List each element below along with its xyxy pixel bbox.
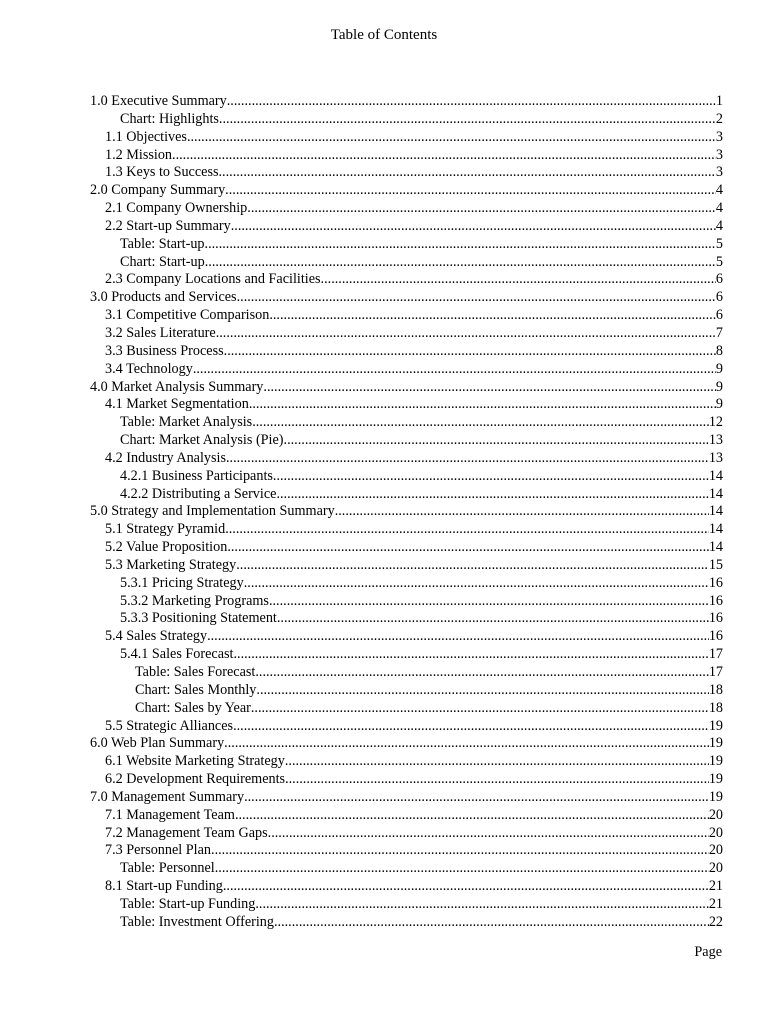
- toc-entry[interactable]: [90, 450, 723, 468]
- page-title: Table of Contents: [330, 27, 438, 43]
- toc-entry-label: Chart: Sales Monthly: [135, 681, 257, 698]
- toc-entry-page-number: 3: [715, 164, 723, 181]
- dot-leader: [335, 503, 709, 521]
- toc-entry[interactable]: [90, 254, 723, 272]
- dot-leader: [219, 164, 716, 182]
- toc-entry-page-number: 21: [708, 895, 723, 912]
- toc-entry-label: 1.3 Keys to Success: [105, 164, 219, 181]
- toc-entry[interactable]: [90, 664, 723, 682]
- dot-leader: [193, 361, 716, 379]
- toc-entry-label: 6.0 Web Plan Summary: [90, 735, 225, 752]
- toc-entry[interactable]: [90, 200, 723, 218]
- toc-entry-page-number: 22: [708, 913, 723, 930]
- dot-leader: [205, 236, 716, 254]
- toc-entry-page-number: 16: [708, 610, 723, 627]
- dot-leader: [227, 539, 709, 557]
- toc-entry-label: Table: Start-up: [120, 235, 205, 252]
- toc-entry-label: Table: Personnel: [120, 860, 215, 877]
- toc-entry[interactable]: [90, 396, 723, 414]
- toc-entry-label: 2.3 Company Locations and Facilities: [105, 271, 321, 288]
- toc-entry-page-number: 4: [715, 182, 723, 199]
- toc-entry-page-number: 14: [708, 521, 723, 538]
- toc-entry-page-number: 20: [708, 806, 723, 823]
- toc-entry-page-number: 6: [715, 271, 723, 288]
- dot-leader: [225, 521, 709, 539]
- toc-entry-label: 5.0 Strategy and Implementation Summary: [90, 503, 335, 520]
- toc-entry-label: 1.1 Objectives: [105, 128, 187, 145]
- toc-entry-label: 5.2 Value Proposition: [105, 539, 228, 556]
- toc-entry[interactable]: [90, 557, 723, 575]
- toc-entry[interactable]: [90, 789, 723, 807]
- toc-entry-page-number: 17: [708, 646, 723, 663]
- dot-leader: [274, 914, 709, 932]
- toc-entry-label: 6.1 Website Marketing Strategy: [105, 753, 285, 770]
- dot-leader: [225, 182, 716, 200]
- toc-entry-page-number: 19: [708, 788, 723, 805]
- dot-leader: [219, 111, 716, 129]
- toc-entry[interactable]: [90, 860, 723, 878]
- toc-entry-label: 3.1 Competitive Comparison: [105, 307, 270, 324]
- page-footer: Page: [694, 944, 722, 960]
- dot-leader: [231, 218, 716, 236]
- dot-leader: [227, 93, 716, 111]
- dot-leader: [244, 789, 709, 807]
- dot-leader: [226, 450, 709, 468]
- toc-entry-page-number: 18: [708, 681, 723, 698]
- toc-entry[interactable]: [90, 432, 723, 450]
- toc-entry-page-number: 7: [715, 324, 723, 341]
- toc-entry-label: Chart: Market Analysis (Pie): [120, 432, 284, 449]
- dot-leader: [235, 807, 709, 825]
- toc-entry[interactable]: [90, 379, 723, 397]
- toc-entry[interactable]: [90, 486, 723, 504]
- dot-leader: [224, 343, 716, 361]
- toc-entry-page-number: 8: [715, 342, 723, 359]
- toc-entry-page-number: 19: [708, 753, 723, 770]
- dot-leader: [223, 878, 709, 896]
- dot-leader: [256, 682, 708, 700]
- dot-leader: [237, 289, 716, 307]
- toc-entry[interactable]: [90, 236, 723, 254]
- toc-entry-label: 4.2.1 Business Participants: [120, 467, 273, 484]
- toc-entry[interactable]: [90, 878, 723, 896]
- toc-entry-label: Table: Sales Forecast: [135, 664, 256, 680]
- toc-entry-label: 1.0 Executive Summary: [90, 93, 227, 109]
- toc-entry-page-number: 16: [708, 592, 723, 609]
- toc-entry-label: Table: Market Analysis: [120, 414, 253, 431]
- toc-entry[interactable]: [90, 289, 723, 307]
- toc-entry-label: Chart: Start-up: [120, 253, 205, 270]
- dot-leader: [255, 664, 708, 682]
- dot-leader: [277, 610, 709, 628]
- toc-entry-page-number: 21: [708, 878, 723, 895]
- dot-leader: [233, 718, 709, 736]
- toc-entry[interactable]: [90, 218, 723, 236]
- toc-entry-page-number: 14: [708, 467, 723, 484]
- toc-entry[interactable]: [90, 271, 723, 289]
- toc-entry-page-number: 6: [715, 307, 723, 324]
- toc-entry-page-number: 4: [715, 217, 723, 234]
- toc-entry[interactable]: [90, 896, 723, 914]
- toc-entry-page-number: 5: [715, 253, 723, 270]
- toc-entry-page-number: 3: [715, 146, 723, 163]
- toc-entry-label: 5.4 Sales Strategy: [105, 628, 208, 645]
- dot-leader: [249, 396, 716, 414]
- toc-entry-label: 3.4 Technology: [105, 360, 193, 377]
- toc-entry-label: 5.1 Strategy Pyramid: [105, 521, 226, 538]
- toc-entry-page-number: 5: [715, 235, 723, 252]
- toc-entry-label: 4.2.2 Distributing a Service: [120, 485, 277, 502]
- toc-entry-label: 4.2 Industry Analysis: [105, 449, 226, 466]
- toc-entry[interactable]: [90, 129, 723, 147]
- toc-entry-label: Chart: Highlights: [120, 110, 219, 127]
- toc-entry-page-number: 17: [708, 664, 723, 680]
- toc-entry-label: 5.4.1 Sales Forecast: [120, 646, 234, 663]
- dot-leader: [285, 771, 709, 789]
- toc-entry-label: 5.3.3 Positioning Statement: [120, 610, 277, 627]
- table-of-contents: [90, 93, 723, 932]
- toc-entry[interactable]: [90, 682, 723, 700]
- toc-entry[interactable]: [90, 307, 723, 325]
- toc-entry[interactable]: [90, 521, 723, 539]
- toc-entry[interactable]: [90, 468, 723, 486]
- toc-entry-page-number: 6: [715, 289, 723, 306]
- dot-leader: [244, 575, 709, 593]
- toc-entry-label: 3.0 Products and Services: [90, 289, 237, 306]
- toc-entry-label: 7.3 Personnel Plan: [105, 842, 212, 859]
- toc-entry-page-number: 2: [715, 110, 723, 127]
- dot-leader: [255, 896, 708, 914]
- dot-leader: [269, 307, 716, 325]
- toc-entry-label: 5.3.1 Pricing Strategy: [120, 574, 244, 591]
- toc-entry-label: 5.3.2 Marketing Programs: [120, 592, 269, 609]
- toc-entry[interactable]: [90, 807, 723, 825]
- toc-entry-page-number: 12: [708, 414, 723, 431]
- toc-entry[interactable]: [90, 753, 723, 771]
- toc-entry-label: 5.5 Strategic Alliances: [105, 717, 234, 734]
- toc-entry-page-number: 3: [715, 128, 723, 145]
- toc-entry[interactable]: [90, 147, 723, 165]
- dot-leader: [233, 646, 708, 664]
- toc-entry-label: 6.2 Development Requirements: [105, 771, 286, 788]
- dot-leader: [236, 557, 709, 575]
- toc-entry-page-number: 13: [708, 449, 723, 466]
- dot-leader: [321, 271, 716, 289]
- toc-entry-page-number: 14: [708, 503, 723, 520]
- toc-entry-page-number: 9: [715, 360, 723, 377]
- toc-entry-label: 2.2 Start-up Summary: [105, 217, 231, 234]
- dot-leader: [187, 129, 716, 147]
- dot-leader: [273, 468, 709, 486]
- toc-entry[interactable]: [90, 771, 723, 789]
- toc-entry[interactable]: [90, 414, 723, 432]
- toc-entry[interactable]: [90, 503, 723, 521]
- toc-entry-page-number: 14: [708, 539, 723, 556]
- toc-entry-page-number: 18: [708, 699, 723, 716]
- toc-entry[interactable]: [90, 825, 723, 843]
- toc-entry-page-number: 16: [708, 628, 723, 645]
- toc-entry-page-number: 19: [708, 717, 723, 734]
- toc-entry[interactable]: [90, 628, 723, 646]
- toc-entry[interactable]: [90, 610, 723, 628]
- toc-entry-label: 2.0 Company Summary: [90, 182, 226, 199]
- toc-entry-page-number: 20: [708, 860, 723, 877]
- toc-entry-page-number: 20: [708, 824, 723, 841]
- toc-entry[interactable]: [90, 575, 723, 593]
- toc-entry-label: 5.3 Marketing Strategy: [105, 556, 237, 573]
- toc-entry[interactable]: [90, 842, 723, 860]
- toc-entry[interactable]: [90, 735, 723, 753]
- dot-leader: [224, 735, 709, 753]
- dot-leader: [247, 200, 716, 218]
- toc-entry-page-number: 16: [708, 574, 723, 591]
- toc-entry-label: 3.2 Sales Literature: [105, 324, 216, 341]
- toc-entry-label: 7.1 Management Team: [105, 806, 235, 823]
- toc-entry[interactable]: [90, 111, 723, 129]
- toc-entry-label: 4.0 Market Analysis Summary: [90, 378, 264, 395]
- toc-entry[interactable]: [90, 539, 723, 557]
- toc-entry[interactable]: [90, 164, 723, 182]
- toc-entry-page-number: 13: [708, 432, 723, 449]
- dot-leader: [172, 147, 716, 165]
- toc-entry[interactable]: [90, 343, 723, 361]
- toc-entry[interactable]: [90, 361, 723, 379]
- toc-entry-label: Table: Investment Offering: [120, 913, 274, 930]
- toc-entry-label: 2.1 Company Ownership: [105, 200, 248, 217]
- dot-leader: [276, 486, 708, 504]
- toc-entry-page-number: 15: [708, 556, 723, 573]
- toc-entry-label: 1.2 Mission: [105, 146, 173, 163]
- toc-entry-page-number: 1: [715, 93, 723, 109]
- toc-entry-page-number: 19: [708, 735, 723, 752]
- dot-leader: [284, 432, 709, 450]
- toc-entry-page-number: 9: [715, 378, 723, 395]
- dot-leader: [263, 379, 716, 397]
- dot-leader: [252, 414, 709, 432]
- dot-leader: [268, 825, 709, 843]
- toc-entry-label: 8.1 Start-up Funding: [105, 878, 223, 895]
- toc-entry-page-number: 19: [708, 771, 723, 788]
- dot-leader: [207, 628, 709, 646]
- toc-entry[interactable]: [90, 593, 723, 611]
- toc-entry-label: 7.0 Management Summary: [90, 788, 245, 805]
- dot-leader: [216, 325, 716, 343]
- toc-entry[interactable]: [90, 718, 723, 736]
- dot-leader: [215, 860, 709, 878]
- dot-leader: [285, 753, 709, 771]
- toc-entry[interactable]: [90, 646, 723, 664]
- toc-entry-label: 7.2 Management Team Gaps: [105, 824, 268, 841]
- dot-leader: [269, 593, 709, 611]
- toc-entry[interactable]: [90, 93, 723, 111]
- toc-entry[interactable]: [90, 700, 723, 718]
- toc-entry[interactable]: [90, 325, 723, 343]
- toc-entry-label: Chart: Sales by Year: [135, 699, 251, 716]
- dot-leader: [211, 842, 709, 860]
- toc-entry-label: 4.1 Market Segmentation: [105, 396, 249, 413]
- toc-entry-label: 3.3 Business Process: [105, 342, 224, 359]
- toc-entry-page-number: 20: [708, 842, 723, 859]
- toc-entry-label: Table: Start-up Funding: [120, 895, 256, 912]
- toc-entry[interactable]: [90, 914, 723, 932]
- toc-entry-page-number: 14: [708, 485, 723, 502]
- toc-entry-page-number: 9: [715, 396, 723, 413]
- toc-entry-page-number: 4: [715, 200, 723, 217]
- dot-leader: [251, 700, 709, 718]
- dot-leader: [205, 254, 716, 272]
- toc-entry[interactable]: [90, 182, 723, 200]
